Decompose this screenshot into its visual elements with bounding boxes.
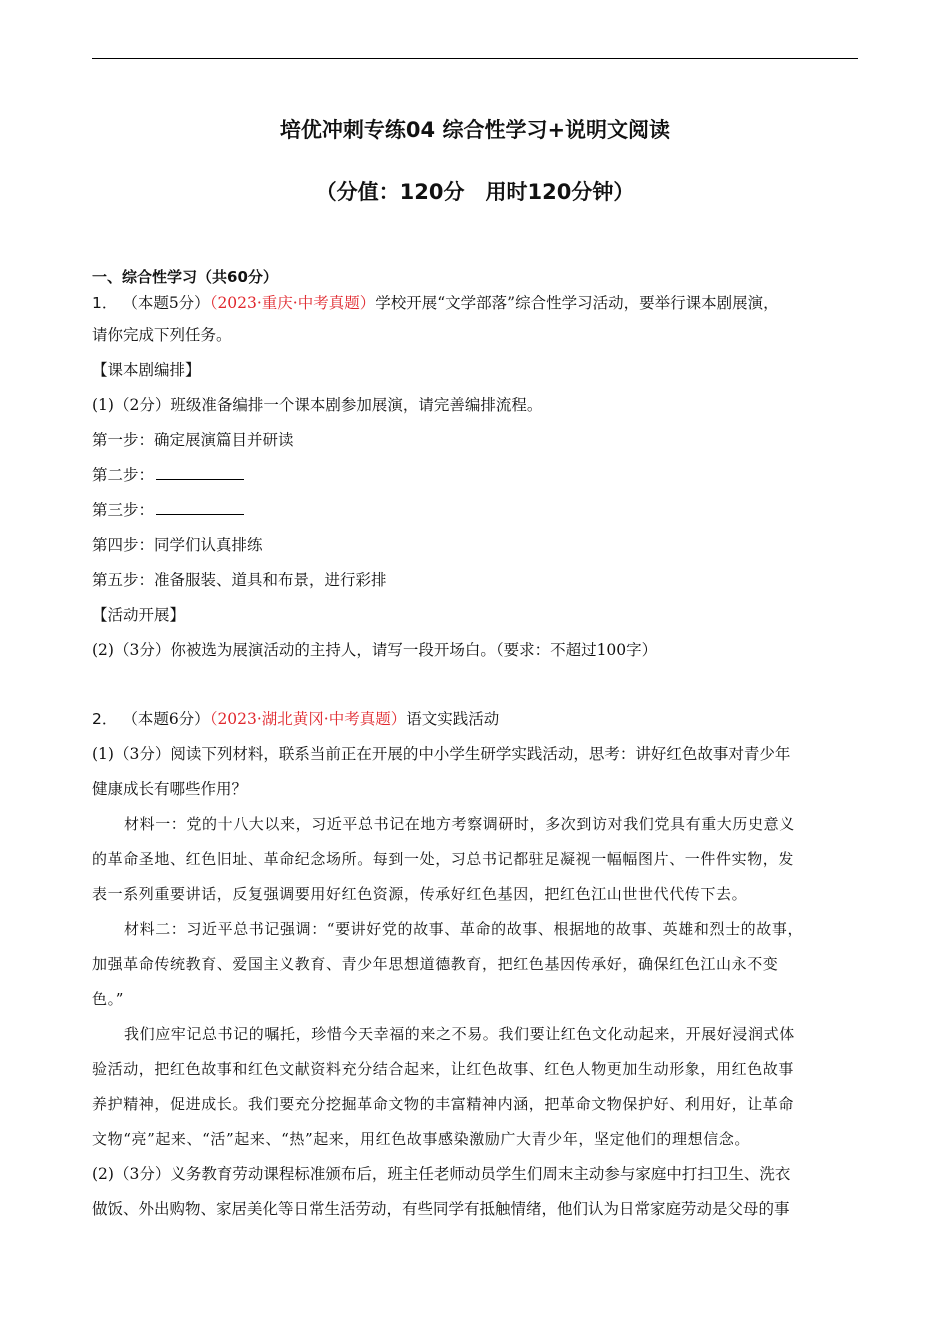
step-item: 第一步：确定展演篇目并研读 <box>92 431 294 449</box>
material-line: 我们应牢记总书记的嘱托，珍惜今天幸福的来之不易。我们要让红色文化动起来，开展好浸润式体 <box>124 1025 795 1043</box>
top-rule <box>92 58 858 59</box>
page-title: 培优冲刺专练04 综合性学习+说明文阅读 <box>279 118 671 142</box>
question-number: 2． <box>92 710 118 728</box>
material-line: 加强革命传统教育、爱国主义教育、青少年思想道德教育，把红色基因传承好，确保红色江山永不变 <box>92 955 779 973</box>
material-line: 材料二：习近平总书记强调：“要讲好党的故事、革命的故事、根据地的故事、英雄和烈士的故事， <box>124 920 804 938</box>
sub-question-continued: 健康成长有哪些作用？ <box>92 780 248 798</box>
question-number: 1． <box>92 294 118 312</box>
step-label: 第二步： <box>92 466 155 484</box>
question-1-line <box>92 288 866 318</box>
step-item <box>92 493 866 528</box>
section-heading: 一、综合性学习（共60分） <box>92 268 278 286</box>
material-line: 色。” <box>92 990 124 1008</box>
sub-question-continued: 做饭、外出购物、家居美化等日常生活劳动，有些同学有抵触情绪，他们认为日常家庭劳动是父母的事 <box>92 1200 790 1218</box>
subheading: 【活动开展】 <box>92 606 186 624</box>
question-text-continued: 请你完成下列任务。 <box>92 326 232 344</box>
question-text: 语文实践活动 <box>406 710 500 728</box>
question-score: （本题6分） <box>122 710 210 728</box>
material-line: 文物“亮”起来、“活”起来、“热”起来，用红色故事感染激励广大青少年，坚定他们的理想信念。 <box>92 1130 751 1148</box>
question-score: （本题5分） <box>122 294 210 312</box>
material-line: 材料一：党的十八大以来，习近平总书记在地方考察调研时，多次到访对我们党具有重大历史意义 <box>124 815 795 833</box>
question-source: （2023·重庆·中考真题） <box>209 294 376 312</box>
spacer <box>92 668 866 702</box>
question-2-line <box>92 702 866 737</box>
material-line: 养护精神，促进成长。我们要充分挖掘革命文物的丰富精神内涵，把革命文物保护好、利用好，让革命 <box>92 1095 795 1113</box>
step-label: 第三步： <box>92 501 155 519</box>
sub-question: (1)（3分）阅读下列材料，联系当前正在开展的中小学生研学实践活动，思考：讲好红色故事对青少年 <box>92 745 791 763</box>
sub-question: (2)（3分）义务教育劳动课程标准颁布后，班主任老师动员学生们周末主动参与家庭中打扫卫生、洗衣 <box>92 1165 791 1183</box>
answer-blank[interactable] <box>156 465 244 480</box>
page-subtitle: （分值：120分 用时120分钟） <box>315 180 635 204</box>
document-body <box>92 266 866 1227</box>
step-item: 第四步：同学们认真排练 <box>92 536 263 554</box>
subheading: 【课本剧编排】 <box>92 361 201 379</box>
material-line: 验活动，把红色故事和红色文献资料充分结合起来，让红色故事、红色人物更加生动形象，用红色故事 <box>92 1060 795 1078</box>
sub-question: (2)（3分）你被选为展演活动的主持人，请写一段开场白。（要求：不超过100字） <box>92 641 658 659</box>
question-source: （2023·湖北黄冈·中考真题） <box>209 710 407 728</box>
step-item: 第五步：准备服装、道具和布景，进行彩排 <box>92 571 387 589</box>
step-item <box>92 458 866 493</box>
sub-question: (1)（2分）班级准备编排一个课本剧参加展演，请完善编排流程。 <box>92 396 543 414</box>
question-text: 学校开展“文学部落”综合性学习活动，要举行课本剧展演， <box>375 294 779 312</box>
answer-blank[interactable] <box>156 500 244 515</box>
material-line: 的革命圣地、红色旧址、革命纪念场所。每到一处，习总书记都驻足凝视一幅幅图片、一件件实物，发 <box>92 850 795 868</box>
material-line: 表一系列重要讲话，反复强调要用好红色资源，传承好红色基因，把红色江山世世代代传下去。 <box>92 885 748 903</box>
